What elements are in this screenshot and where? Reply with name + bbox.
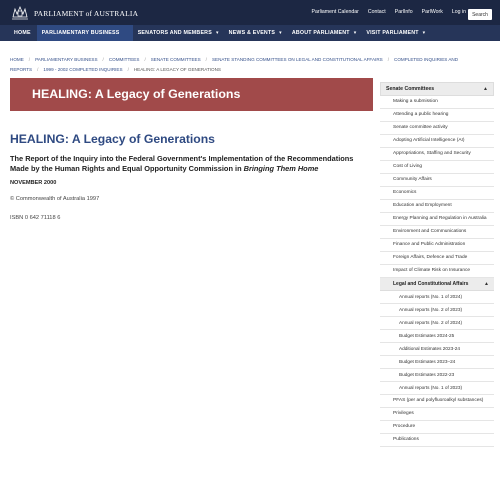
breadcrumb-item[interactable]: 1999 - 2002 COMPLETED INQUIRIES bbox=[43, 67, 123, 72]
sidebar-subitem[interactable]: Budget Estimates 2023–24 bbox=[380, 356, 494, 369]
nav-about-parliament[interactable] bbox=[287, 25, 362, 41]
breadcrumb-item[interactable]: SENATE COMMITTEES bbox=[150, 57, 201, 62]
report-italic-title: Bringing Them Home bbox=[243, 163, 319, 173]
sidebar-item-economics[interactable]: Economics bbox=[380, 187, 494, 200]
sidebar-subitem[interactable]: Annual reports (No. 2 of 2023) bbox=[380, 304, 494, 317]
sidebar-item-attending-a-public-hearing[interactable]: Attending a public hearing bbox=[380, 109, 494, 122]
chevron-down-icon: ▾ bbox=[353, 30, 357, 36]
sidebar-item-finance[interactable]: Finance and Public Administration bbox=[380, 239, 494, 252]
nav-visit-parliament[interactable] bbox=[361, 25, 430, 41]
sidebar-subitem[interactable]: Annual reports (No. 2 of 2024) bbox=[380, 317, 494, 330]
breadcrumb-item[interactable]: HOME bbox=[10, 57, 24, 62]
breadcrumb-item[interactable]: COMPLETED INQUIRIES AND REPORTS bbox=[10, 57, 459, 72]
breadcrumb-separator: / bbox=[127, 67, 129, 72]
nav-senators-and-members-label: SENATORS AND MEMBERS bbox=[137, 30, 212, 36]
chevron-down-icon: ▾ bbox=[215, 30, 219, 36]
page-banner bbox=[10, 78, 373, 111]
link-parlinfo[interactable]: ParlInfo bbox=[394, 9, 413, 15]
breadcrumb-separator: / bbox=[37, 67, 39, 72]
breadcrumb-separator: / bbox=[28, 57, 31, 62]
report-date: NOVEMBER 2000 bbox=[10, 180, 57, 187]
site-logo[interactable] bbox=[10, 4, 138, 22]
sidebar-header-label: Senate Committees bbox=[386, 86, 435, 92]
sidebar-item-privileges[interactable]: Privileges bbox=[380, 408, 494, 421]
breadcrumb-separator: / bbox=[205, 57, 207, 62]
breadcrumb-separator: / bbox=[102, 57, 104, 62]
nav-home[interactable] bbox=[0, 25, 37, 41]
link-parlwork[interactable]: ParlWork bbox=[421, 9, 443, 15]
nav-home-label: HOME bbox=[14, 30, 31, 36]
search-button[interactable]: Search bbox=[468, 9, 492, 20]
sidebar-item-adopting-ai[interactable]: Adopting Artificial Intelligence (AI) bbox=[380, 135, 494, 148]
sidebar-group-legal-constitutional[interactable] bbox=[380, 278, 494, 291]
nav-senators-and-members[interactable] bbox=[133, 25, 224, 41]
nav-news-events[interactable] bbox=[224, 25, 287, 41]
chevron-up-icon[interactable]: ▲ bbox=[484, 281, 489, 287]
breadcrumb-item[interactable]: SENATE STANDING COMMITTEES ON LEGAL AND CONSTITUTIONAL AFFAIRS bbox=[211, 57, 383, 62]
nav-news-events-label: NEWS & EVENTS bbox=[228, 30, 276, 36]
copyright-text: © Commonwealth of Australia 1997 bbox=[10, 196, 100, 203]
sidebar-group-label: Legal and Constitutional Affairs bbox=[393, 281, 469, 287]
report-description bbox=[10, 154, 370, 173]
logo-text: PARLIAMENT of AUSTRALIA bbox=[34, 8, 139, 18]
sidebar-item-community-affairs[interactable]: Community Affairs bbox=[380, 174, 494, 187]
sidebar-item-energy-planning[interactable]: Energy Planning and Regulation in Australia bbox=[380, 213, 494, 226]
sidebar-item-procedure[interactable]: Procedure bbox=[380, 421, 494, 434]
link-parliament-calendar[interactable]: Parliament Calendar bbox=[311, 9, 359, 15]
chevron-down-icon: ▾ bbox=[279, 30, 282, 36]
breadcrumb-separator: / bbox=[387, 57, 389, 62]
breadcrumb-separator: / bbox=[144, 57, 146, 62]
sidebar-item-cost-of-living[interactable]: Cost of Living bbox=[380, 161, 494, 174]
main-content bbox=[10, 132, 370, 234]
sidebar-header[interactable] bbox=[380, 82, 494, 96]
nav-about-parliament-label: ABOUT PARLIAMENT bbox=[291, 30, 350, 36]
sidebar-subitem[interactable]: Budget Estimates 2024-25 bbox=[380, 330, 494, 343]
main-nav bbox=[0, 25, 500, 41]
link-contact[interactable]: Contact bbox=[367, 9, 386, 15]
sidebar-item-appropriations[interactable]: Appropriations, Staffing and Security bbox=[380, 148, 494, 161]
sidebar-item-senate-committee-activity[interactable]: Senate committee activity bbox=[380, 122, 494, 135]
utility-links bbox=[303, 9, 466, 15]
sidebar-item-foreign-affairs[interactable]: Foreign Affairs, Defence and Trade bbox=[380, 252, 494, 265]
chevron-down-icon: ▾ bbox=[422, 30, 426, 36]
sidebar-item-education-and-employment[interactable]: Education and Employment bbox=[380, 200, 494, 213]
breadcrumb-item[interactable]: PARLIAMENTARY BUSINESS bbox=[35, 57, 98, 62]
site-header bbox=[0, 0, 500, 25]
sidebar-subitem[interactable]: Budget Estimates 2022-23 bbox=[380, 369, 494, 382]
coat-of-arms-icon bbox=[10, 5, 30, 21]
sidebar-subitem[interactable]: Annual reports (No. 1 of 2024) bbox=[380, 291, 494, 304]
sidebar-item-publications[interactable]: Publications bbox=[380, 434, 494, 447]
breadcrumb bbox=[10, 55, 490, 75]
sidebar-subitem[interactable]: Annual reports (No. 1 of 2023) bbox=[380, 382, 494, 395]
sidebar-item-environment[interactable]: Environment and Communications bbox=[380, 226, 494, 239]
sidebar-item-making-a-submission[interactable]: Making a submission bbox=[380, 96, 494, 109]
link-log-in[interactable]: Log in bbox=[451, 9, 466, 15]
breadcrumb-item[interactable]: COMMITTEES bbox=[108, 57, 140, 62]
report-text: The Report of the Inquiry into the Federal Government's Implementation of the Recommendations Made by the Human Rights and Equal Opportunity Commission in bbox=[10, 154, 354, 173]
isbn-text: ISBN 0 642 71118 6 bbox=[10, 215, 61, 222]
nav-parliamentary-business-label: PARLIAMENTARY BUSINESS bbox=[41, 30, 120, 36]
banner-title: HEALING: A Legacy of Generations bbox=[32, 87, 241, 101]
sidebar-subitem[interactable]: Additional Estimates 2023-24 bbox=[380, 343, 494, 356]
page-title: HEALING: A Legacy of Generations bbox=[10, 132, 215, 146]
nav-parliamentary-business[interactable] bbox=[37, 25, 133, 41]
chevron-up-icon[interactable]: ▲ bbox=[483, 86, 488, 92]
nav-visit-parliament-label: VISIT PARLIAMENT bbox=[366, 30, 419, 36]
sidebar-nav bbox=[380, 82, 494, 447]
sidebar-item-climate-risk[interactable]: Impact of Climate Risk on Insurance bbox=[380, 265, 494, 278]
breadcrumb-current: HEALING: A LEGACY OF GENERATIONS bbox=[133, 67, 221, 72]
sidebar-item-pfas[interactable]: PFAS (per and polyfluoroalkyl substances) bbox=[380, 395, 494, 408]
